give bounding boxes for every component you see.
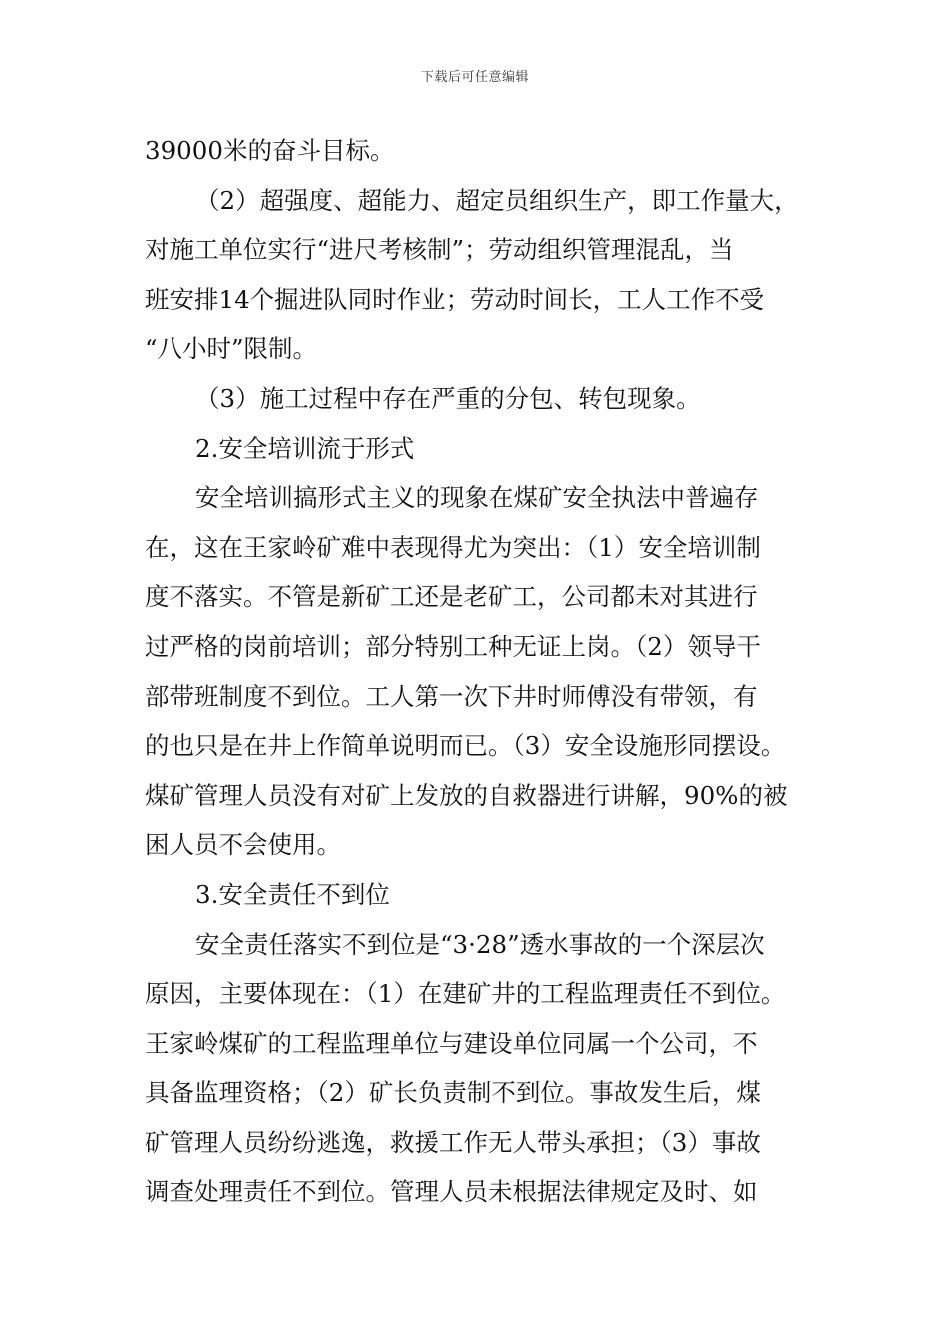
- text-line: 对施工单位实行“进尺考核制”；劳动组织管理混乱，当: [145, 235, 734, 265]
- text-line: 过严格的岗前培训；部分特别工种无证上岗。（2）领导干: [145, 631, 761, 661]
- page-header: 下载后可任意编辑: [420, 70, 529, 85]
- text-line: （2）超强度、超能力、超定员组织生产，即工作量大，: [195, 185, 799, 215]
- text-line: 煤矿管理人员没有对矿上发放的自救器进行讲解，90%的被: [145, 780, 788, 810]
- text-line: 调查处理责任不到位。管理人员未根据法律规定及时、如: [145, 1177, 758, 1207]
- text-line: 具备监理资格；（2）矿长负责制不到位。事故发生后，煤: [145, 1078, 761, 1108]
- text-line: 困人员不会使用。: [145, 830, 341, 860]
- text-line: （3）施工过程中存在严重的分包、转包现象。: [195, 383, 701, 413]
- text-line: 王家岭煤矿的工程监理单位与建设单位同属一个公司，不: [145, 1028, 758, 1058]
- text-line: 的也只是在井上作简单说明而已。（3）安全设施形同摆设。: [145, 731, 786, 761]
- text-line: 度不落实。不管是新矿工还是老矿工，公司都未对其进行: [145, 582, 758, 612]
- text-line: 安全责任落实不到位是“3·28”透水事故的一个深层次: [195, 929, 765, 959]
- section-heading: 2.安全培训流于形式: [195, 433, 415, 463]
- text-line: 矿管理人员纷纷逃逸，救援工作无人带头承担；（3）事故: [145, 1127, 761, 1157]
- text-line: 39000米的奋斗目标。: [145, 136, 395, 165]
- text-line: 安全培训搞形式主义的现象在煤矿安全执法中普遍存: [195, 483, 759, 513]
- body-text: [145, 126, 835, 1217]
- section-heading: 3.安全责任不到位: [195, 879, 390, 909]
- text-line: “八小时”限制。: [145, 334, 318, 364]
- text-line: 班安排14个掘进队同时作业；劳动时间长，工人工作不受: [145, 284, 765, 314]
- text-line: 部带班制度不到位。工人第一次下井时师傅没有带领，有: [145, 681, 758, 711]
- text-line: 在，这在王家岭矿难中表现得尤为突出：（1）安全培训制: [145, 532, 761, 562]
- text-line: 原因，主要体现在：（1）在建矿井的工程监理责任不到位。: [145, 979, 786, 1009]
